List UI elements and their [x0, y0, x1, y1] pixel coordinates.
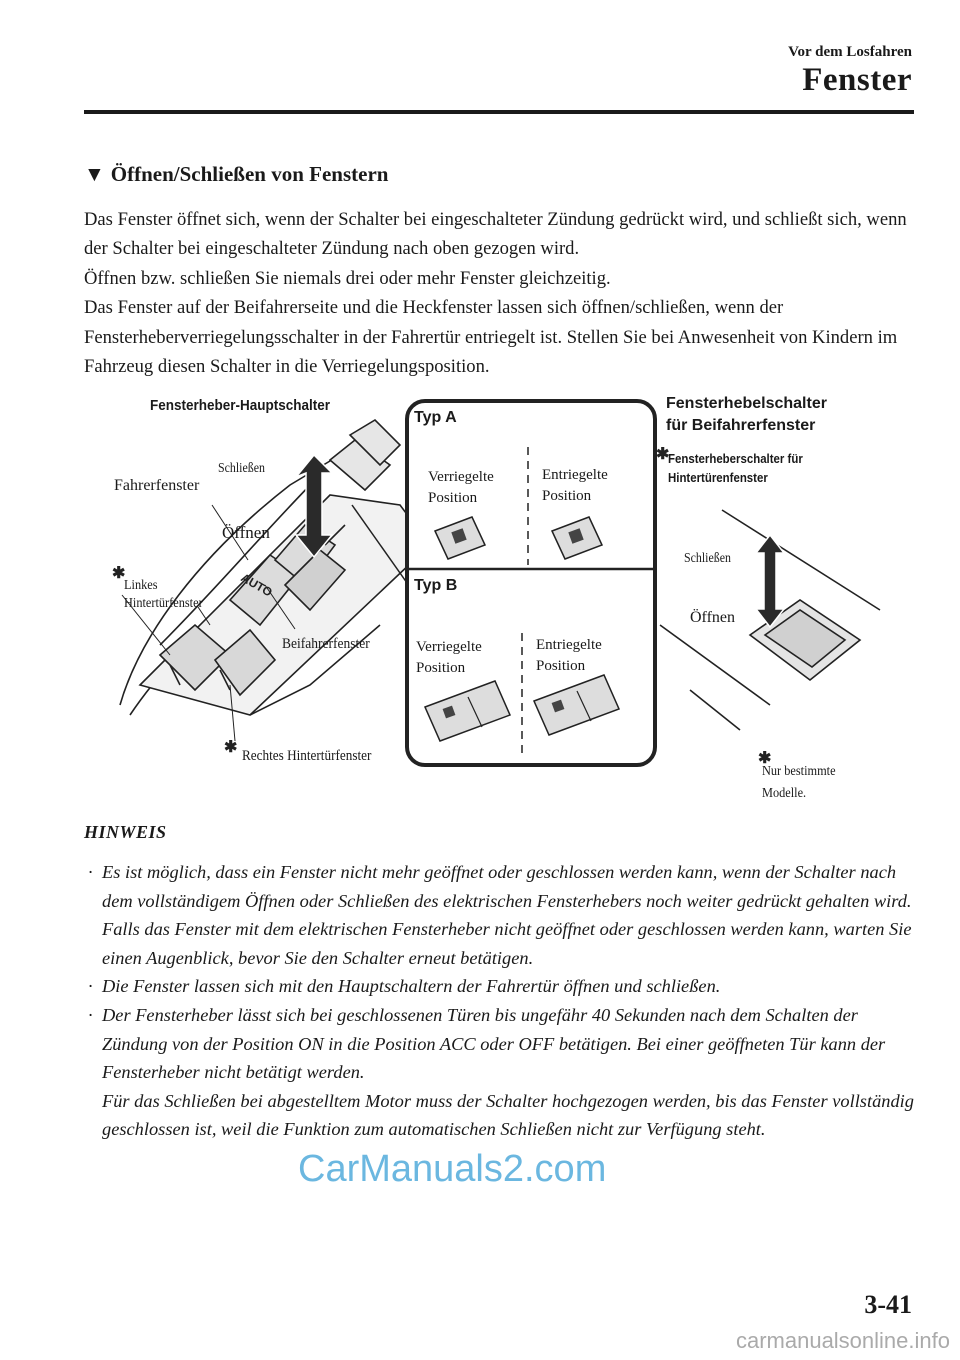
asterisk-icon: ✱ — [224, 739, 238, 756]
footer-watermark: carmanualsonline.info — [735, 1328, 950, 1353]
opening-right-label: Öffnen — [690, 609, 736, 626]
type-a-unlocked-label: Entriegelte Position — [542, 467, 608, 504]
subsection-title — [84, 162, 388, 187]
body-paragraph: Das Fenster öffnet sich, wenn der Schalter bei eingeschalteter Zündung gedrückt wird, und schließt sich, wenn der Schalter bei eingeschalteter Zündung nach oben gezogen wird. — [84, 209, 907, 260]
rear-switch-title: Fensterheberschalter für Hintertürenfenster — [668, 451, 803, 485]
main-switch-title: Fensterheber-Hauptschalter — [150, 397, 331, 414]
note-title: HINWEIS — [84, 822, 167, 842]
passenger-switch-title: Fensterhebelschalter für Beifahrerfenster — [666, 395, 827, 434]
closing-right-label: Schließen — [684, 551, 731, 566]
note-continuation: Für das Schließen bei abgestelltem Motor muss der Schalter hochgezogen werden, bis das Fenster vollständig geschlossen ist, weil die Funktion zum automatischen Schließen nicht zur Verfügung steht. — [102, 1090, 914, 1140]
triangle-marker-icon: ▼ — [84, 162, 105, 186]
header-rule — [84, 110, 914, 114]
asterisk-icon: ✱ — [758, 750, 772, 767]
type-b-label: Typ B — [414, 577, 458, 594]
chapter-label: Vor dem Losfahren — [788, 44, 912, 60]
type-a-locked-label: Verriegelte Position — [428, 469, 494, 506]
bullet-icon: · — [88, 1004, 93, 1025]
passenger-window-label: Beifahrerfenster — [282, 636, 370, 652]
type-b-unlocked-label: Entriegelte Position — [536, 637, 602, 674]
left-rear-window-label: Linkes Hintertürfenster — [124, 578, 203, 611]
body-paragraph: Öffnen bzw. schließen Sie niemals drei oder mehr Fenster gleichzeitig. — [84, 267, 611, 289]
body-paragraph: Das Fenster auf der Beifahrerseite und die Heckfenster lassen sich öffnen/schließen, wenn der Fensterheberverriegelungsschalter in der Fahrertür entriegelt ist. Stellen Sie bei Anwesenheit von Kindern im Fahrzeug diesen Schalter in die Verriegelungsposition. — [84, 297, 898, 378]
certain-models-note: Nur bestimmte Modelle. — [762, 764, 836, 801]
subsection-title-text: Öffnen/Schließen von Fenstern — [110, 162, 389, 186]
section-heading: Fenster — [802, 62, 912, 98]
window-switch-illustration — [100, 385, 900, 815]
type-b-locked-label: Verriegelte Position — [416, 639, 482, 676]
open-close-arrow-right-icon — [756, 535, 784, 627]
body-text — [84, 205, 914, 381]
page-number: 3-41 — [864, 1290, 912, 1319]
type-a-label: Typ A — [414, 409, 457, 426]
auto-label: AUTO — [238, 570, 275, 600]
opening-label: Öffnen — [222, 523, 270, 542]
note-list — [84, 858, 924, 1144]
right-rear-window-label: Rechtes Hintertürfenster — [242, 748, 372, 764]
note-item: · Es ist möglich, dass ein Fenster nicht mehr geöffnet oder geschlossen werden kann, wenn der Schalter nach dem vollständigem Öffnen oder Schließen des elektrischen Fensterhebers noch weiter gedrückt gehalten wird. Falls das Fenster mit dem elektrischen Fensterheber nicht geöffnet oder geschlossen werden kann, warten Sie einen Augenblick, bevor Sie den Schalter erneut betätigen. — [84, 858, 924, 972]
watermark: CarManuals2.com — [298, 1148, 607, 1190]
asterisk-icon: ✱ — [112, 565, 126, 582]
bullet-icon: · — [88, 976, 93, 997]
closing-label: Schließen — [218, 461, 265, 476]
bullet-icon: · — [88, 862, 93, 882]
asterisk-icon: ✱ — [656, 446, 670, 463]
driver-window-label: Fahrerfenster — [114, 477, 200, 494]
note-item: · Die Fenster lassen sich mit den Hauptschaltern der Fahrertür öffnen und schließen. — [84, 972, 924, 1001]
note-item: · Der Fensterheber lässt sich bei geschlossenen Türen bis ungefähr 40 Sekunden nach dem Schalten der Zündung von der Position ON in die Position ACC oder OFF betätigen. Bei einer geöffneten Tür kann der Fensterheber nicht betätigt werden. — [84, 1001, 924, 1087]
main-switch-panel-drawing — [120, 420, 430, 715]
